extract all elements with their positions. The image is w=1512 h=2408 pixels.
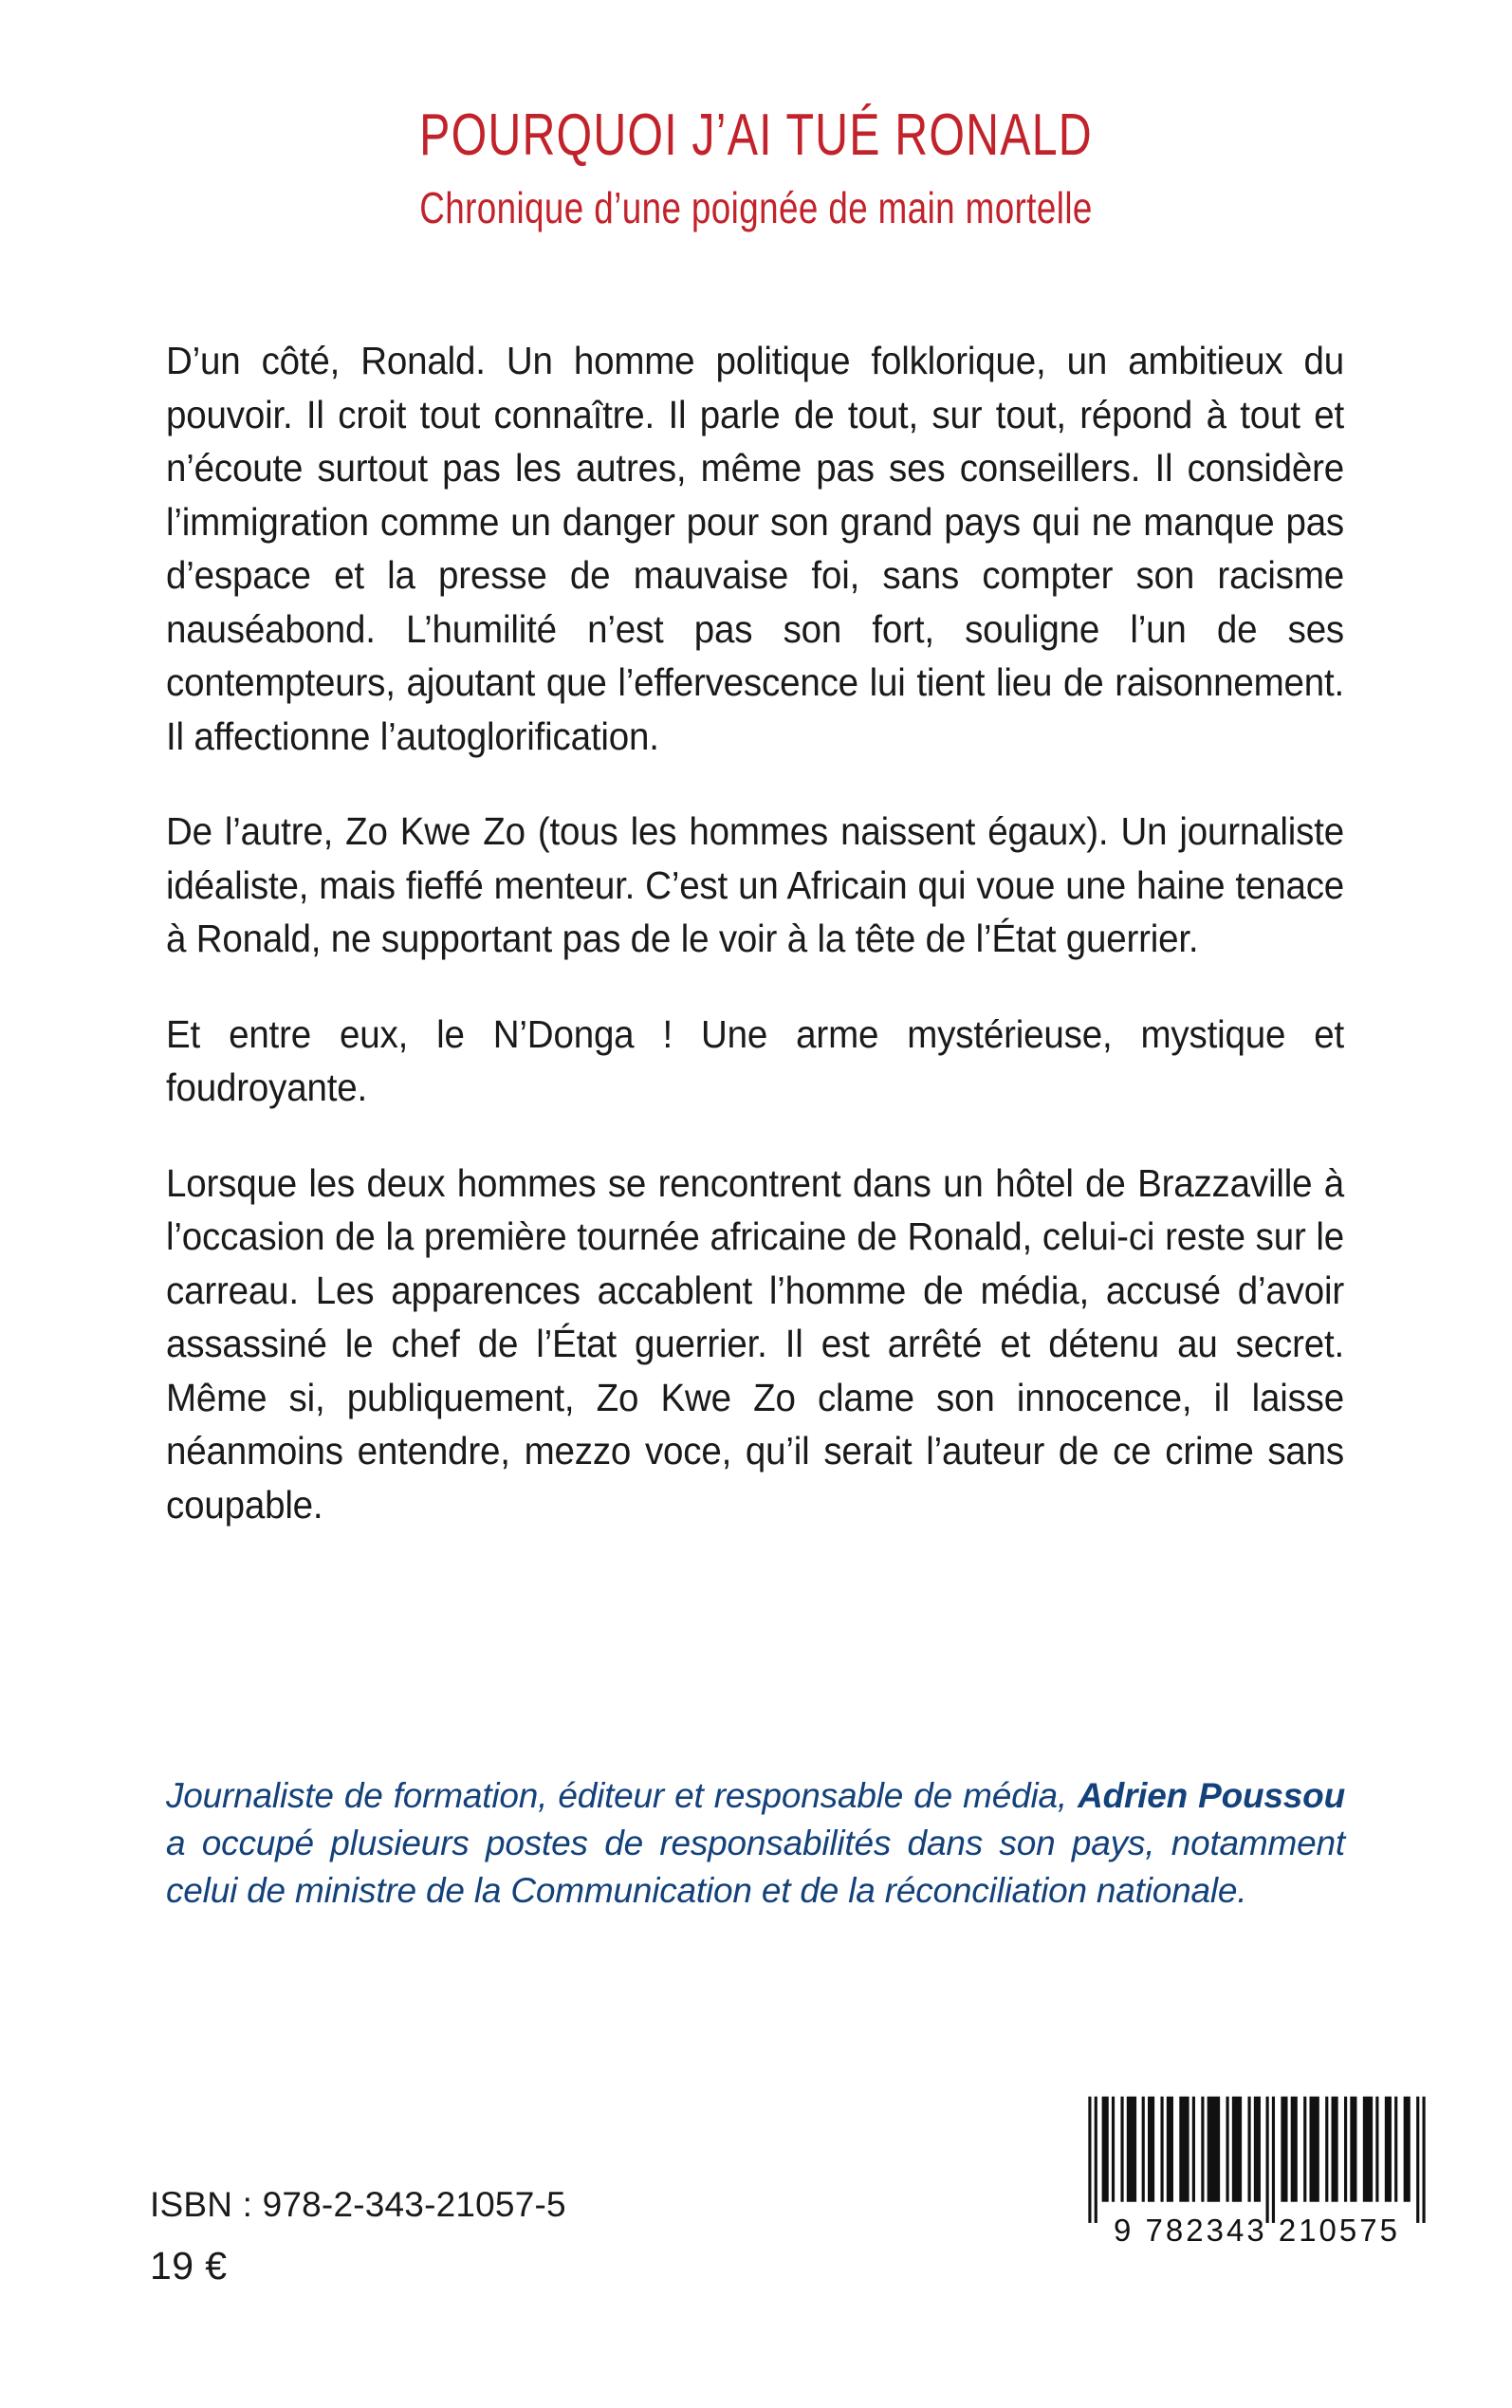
isbn-text: ISBN : 978-2-343-21057-5	[150, 2185, 566, 2224]
blurb-paragraph: De l’autre, Zo Kwe Zo (tous les hommes naissent égaux). Un journaliste idéaliste, mais fieffé menteur. C’est un Africain qui voue une haine tenace à Ronald, ne supportant pas de le voir à la tête de l’État guerrier.	[166, 809, 1345, 960]
isbn-block	[150, 2182, 566, 2292]
title-block	[0, 102, 1512, 233]
author-bio-lead: Journaliste de formation, éditeur et responsable de média,	[166, 1776, 1079, 1815]
author-bio-rest: a occupé plusieurs postes de responsabilités dans son pays, notamment celui de ministre de la Communication et de la réconciliation nationale.	[166, 1824, 1345, 1910]
author-name: Adrien Poussou	[1078, 1776, 1345, 1815]
blurb-paragraph: Et entre eux, le N’Donga ! Une arme mystérieuse, mystique et foudroyante.	[166, 1011, 1345, 1109]
footer	[0, 2182, 1512, 2408]
price-text: 19 €	[150, 2244, 228, 2288]
author-bio	[166, 1772, 1345, 1915]
barcode-digits: 9 782343 210575	[1114, 2213, 1400, 2248]
barcode	[1082, 2068, 1431, 2253]
blurb-paragraph: D’un côté, Ronald. Un homme politique folklorique, un ambitieux du pouvoir. Il croit tout connaître. Il parle de tout, sur tout, répond à tout et n’écoute surtout pas les autres, même pas ses conseillers. Il considère l’immigration comme un danger pour son grand pays qui ne manque pas d’espace et la presse de mauvaise foi, sans compter son racisme nauséabond. L’humilité n’est pas son fort, souligne l’un de ses contempteurs, ajoutant que l’effervescence lui tient lieu de raisonnement. Il affectionne l’autoglorification.	[166, 339, 1345, 758]
blurb-paragraph: Lorsque les deux hommes se rencontrent dans un hôtel de Brazzaville à l’occasion de la première tournée africaine de Ronald, celui-ci reste sur le carreau. Les apparences accablent l’homme de média, accusé d’avoir assassiné le chef de l’État guerrier. Il est arrêté et détenu au secret. Même si, publiquement, Zo Kwe Zo clame son innocence, il laisse néanmoins entendre, mezzo voce, qu’il serait l’auteur de ce crime sans coupable.	[166, 1160, 1345, 1527]
blurb-text	[166, 334, 1345, 1531]
page-title: POURQUOI J’AI TUÉ RONALD	[419, 102, 1093, 168]
page-subtitle: Chronique d’une poignée de main mortelle	[419, 183, 1093, 232]
